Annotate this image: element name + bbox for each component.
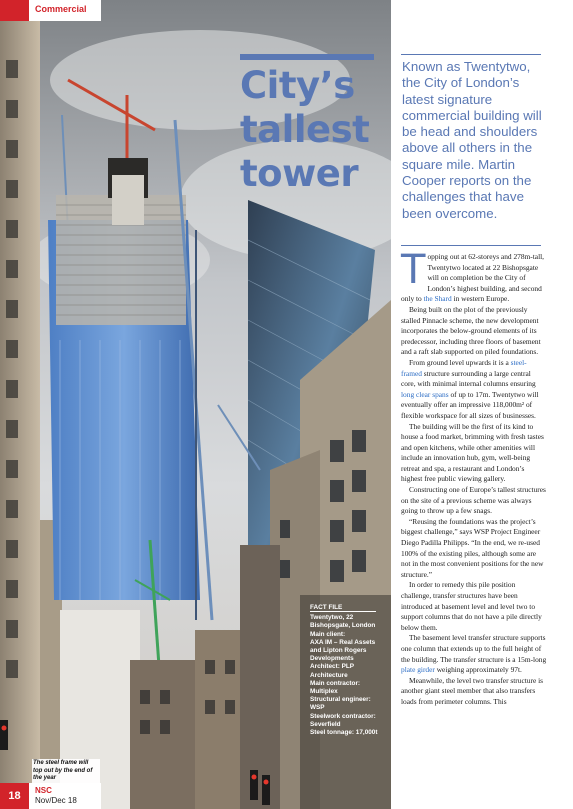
paragraph [401,358,547,422]
paragraph: The building will be the first of its kind to house a food market, brimming with fresh tastes and open kitchens, while other amenities will include an innovation hub, gym, well-being retreat and spa, a restaurant and London’s highest free public viewing gallery. [401,421,544,484]
headline-line: tower [240,152,359,195]
headline-rule [240,54,374,60]
fact-file-heading: FACT FILE [310,604,343,611]
paragraph [401,633,547,675]
fact-line: Steel tonnage: 17,000t [310,729,378,737]
paragraph-text: The basement level transfer structure supports one column that extends up to the full height of the building. The transfer structure is a 15m-long [401,633,547,664]
fact-line: Twentytwo, 22 Bishopsgate, London [310,614,376,630]
paragraph-text: of up to 17m. Twentytwo will eventually offer an impressive 118,000m² of flexible workspace for all sizes of businesses. [401,389,539,420]
paragraph-text: structure surrounding a large central core, with minimal internal columns ensuring [401,368,536,389]
page-footer [0,783,101,809]
section-tag [0,0,101,21]
fact-line: Structural engineer: WSP [310,696,371,712]
standfirst: Known as Twentytwo, the City of London’s latest signature commercial building will be head and shoulders above all others in the square mile. Martin Cooper reports on the challenges that have been overcome. [402,59,542,221]
section-label: Commercial [35,4,87,14]
photo-caption: The steel frame will top out by the end of the year [32,759,100,784]
fact-line: Main client: [310,630,346,638]
drop-cap: T [401,247,426,293]
headline [240,64,390,196]
paragraph: Meanwhile, the level two transfer structure is another giant steel member that also transfers loads from perimeter columns. This [401,675,544,706]
fact-line: Main contractor: Multiplex [310,679,361,696]
paragraph-text: From ground level upwards it is a [409,357,511,367]
page-number: 18 [0,783,29,809]
link-the-shard[interactable]: the Shard [423,294,452,304]
magazine-name: NSC [35,786,52,795]
fact-line: AXA IM – Real Assets and Lipton Rogers Developments [310,638,376,663]
paragraph: Constructing one of Europe’s tallest structures on the site of a previous scheme was always going to throw up a few snags. [401,485,546,516]
headline-line: City’s [240,64,355,107]
paragraph: Being built on the plot of the previously stalled Pinnacle scheme, the new development incorporates the below-ground elements of its predecessor, including three floors of basement and a raft slab supported on piled foundations. [401,304,541,357]
paragraph-text: in western Europe. [451,294,510,304]
link-steel-framed[interactable]: steel-framed [401,357,527,378]
intro-rule-bottom [401,245,541,246]
paragraph-text: weighing approximately 97t. [434,665,522,675]
paragraph-text: opping out at 62-storeys and 278m-tall, Twentytwo located at 22 Bishopsgate will on completion be the City of London’s highest building, and second only to [401,252,545,304]
fact-line: Steelwork contractor: Severfield [310,712,376,728]
paragraph [401,247,547,305]
fact-file [310,604,380,737]
fact-line: Architect: PLP Architecture [310,663,354,679]
section-tag-bar [0,0,29,21]
article-body [401,247,547,708]
link-long-clear-spans[interactable]: long clear spans [401,389,449,399]
headline-line: tallest [240,108,370,151]
paragraph: In order to remedy this pile position challenge, transfer structures have been introduced at basement level and level two to support columns that do not have a pile directly below them. [401,580,542,632]
link-plate-girder[interactable]: plate girder [401,665,435,675]
paragraph: “Reusing the foundations was the project’s biggest challenge,” says WSP Project Engineer Diego Padilla Philipps. “In the end, we re-used 100% of the existing piles, although some are not in the most convenient positions for the new structure.” [401,516,544,579]
issue-date: Nov/Dec 18 [35,796,77,805]
intro-rule-top [401,54,541,55]
